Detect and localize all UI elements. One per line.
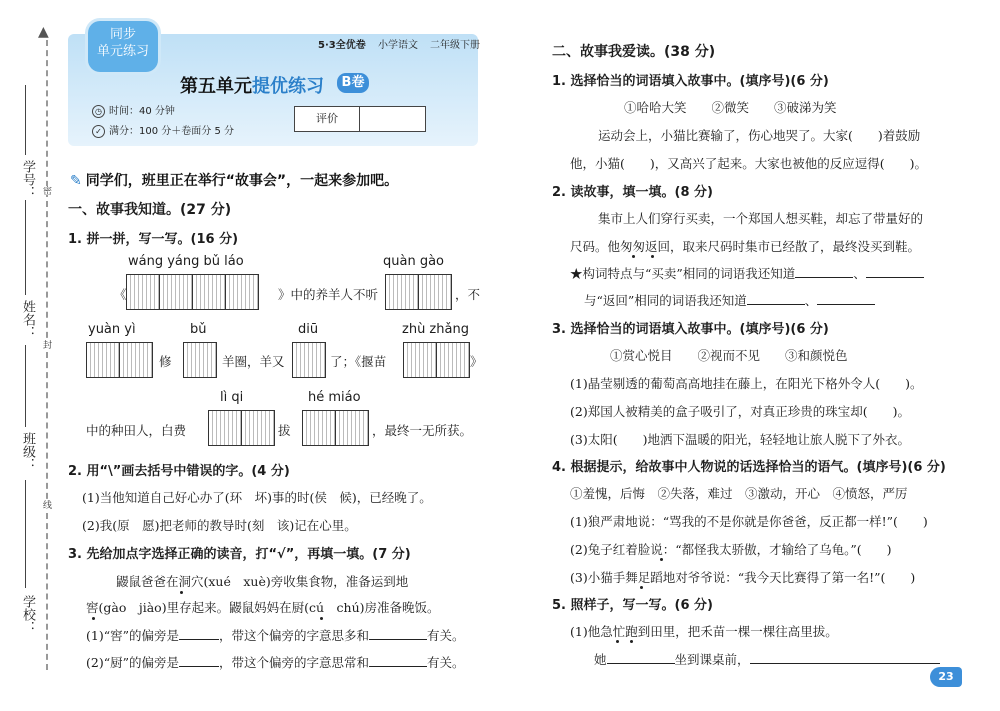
s2-q4-line1: (1)狼严肃地说：“骂我的不是你就是你爸爸，反正都一样!”( ): [570, 514, 928, 529]
emphasis-dot: [630, 640, 633, 643]
s2-q2-line3-a: ★构词特点与“买卖”相同的词语我还知道: [570, 266, 796, 281]
s2-q3-options: ①赏心悦目 ②视而不见 ③和颜悦色: [610, 348, 848, 363]
q2-line1: (1)当他知道自己好心办了(环 坏)事的时(侯 候)，已经晚了。: [82, 490, 432, 505]
q3-line2: 窖(gào jiào)里存起来。鼹鼠妈妈在厨(cú chú)房准备晚饭。: [86, 600, 440, 615]
subject-label: 小学语文: [378, 40, 418, 51]
time-text: 时间：40 分钟: [109, 106, 175, 117]
q1-line1-end: ，不: [455, 287, 481, 302]
s2-q1-options: ①哈哈大笑 ②微笑 ③破涕为笑: [624, 100, 837, 115]
score-text: 满分：100 分＋卷面分 5 分: [109, 126, 234, 137]
title-practice: 提优练习: [252, 76, 324, 97]
answer-grid-2d[interactable]: [208, 410, 275, 446]
clock-icon: ◷: [92, 105, 105, 118]
emphasis-dot: [616, 640, 619, 643]
pinyin-liqi: lì qi: [220, 390, 244, 405]
q1-line1-open: 《: [114, 287, 127, 302]
pen-icon: ✎: [70, 173, 82, 189]
s2-q3-line2: (2)郑国人被精美的盒子吸引了，对真正珍贵的珠宝却( )。: [570, 404, 910, 419]
q1-line2-text2: 了；《揠苗: [330, 354, 387, 369]
binding-blank-school: [25, 480, 26, 588]
q1-line3-text: 中的种田人，白费: [86, 423, 187, 438]
q3-line4-b: ，带这个偏旁的字意思常和: [219, 655, 370, 670]
q1-line2-text: 羊圈，羊又: [222, 354, 285, 369]
s2-q1-line2: 他，小猫( )，又高兴了起来。大家也被他的反应逗得( )。: [570, 156, 928, 171]
answer-blank[interactable]: [866, 265, 924, 279]
binding-label-class: 班级：: [20, 432, 35, 471]
answer-blank[interactable]: [369, 627, 427, 641]
s2-q5-line2-a: 她: [594, 652, 607, 667]
q1-title: 1. 拼一拼，写一写。(16 分): [68, 232, 239, 247]
s2-q2-line4-b: 、: [804, 293, 818, 308]
q3-line3: [86, 626, 465, 644]
s2-q2-line4-a: 与“返回”相同的词语我还知道: [584, 293, 747, 308]
evaluation-label: 评价: [295, 107, 360, 131]
badge-line-1: 同步: [109, 27, 136, 42]
binding-label-name: 姓名：: [20, 300, 35, 339]
section-2-title: 二、故事我爱读。(38 分): [552, 44, 716, 60]
rocket-icon: ▲: [38, 24, 49, 40]
s2-q2-line3-b: 、: [853, 266, 866, 281]
s2-q5-title: 5. 照样子，写一写。(6 分): [552, 598, 713, 613]
volume-badge: B卷: [337, 73, 369, 93]
pinyin-yuanyi: yuàn yì: [88, 322, 136, 337]
emphasis-dot: [632, 255, 635, 258]
answer-blank[interactable]: [750, 651, 940, 665]
q1-line1-text: 》中的养羊人不听: [278, 287, 379, 302]
badge-line-2: 单元练习: [96, 44, 149, 59]
answer-blank[interactable]: [747, 292, 805, 306]
s2-q2-line3: [570, 264, 924, 282]
score-info: [92, 122, 234, 138]
answer-grid-2a[interactable]: [385, 274, 452, 310]
evaluation-box[interactable]: [294, 106, 426, 132]
s2-q3-line1: (1)晶莹剔透的葡萄高高地挂在藤上，在阳光下格外令人( )。: [570, 376, 923, 391]
pinyin-wangyangbulao: wáng yáng bǔ láo: [128, 254, 244, 269]
page-number: 23: [930, 667, 962, 687]
section-1-title: 一、故事我知道。(27 分): [68, 202, 232, 218]
q2-title: 2. 用“\”画去括号中错误的字。(4 分): [68, 464, 290, 479]
binding-label-school: 学校：: [20, 595, 35, 634]
binding-blank-name: [25, 200, 26, 295]
q3-line3-b: ，带这个偏旁的字意思多和: [219, 628, 370, 643]
q3-line4: [86, 653, 465, 671]
s2-q2-line2: 尺码。他匆匆返回，取来尺码时集市已经散了，最终没买到鞋。: [570, 239, 921, 254]
answer-grid-1b[interactable]: [292, 342, 326, 378]
page-title: [180, 72, 324, 98]
s2-q4-line2: (2)兔子红着脸说：“都怪我太骄傲，才输给了乌龟。”( ): [570, 542, 892, 557]
emphasis-dot: [180, 591, 183, 594]
answer-blank[interactable]: [817, 292, 875, 306]
binding-mark-seal: 密: [41, 186, 51, 195]
answer-blank[interactable]: [607, 651, 675, 665]
s2-q3-title: 3. 选择恰当的词语填入故事中。(填序号)(6 分): [552, 322, 829, 337]
q3-line4-a: (2)“厨”的偏旁是: [86, 655, 179, 670]
q1-line2-xiu: 修: [159, 354, 172, 369]
answer-blank[interactable]: [369, 654, 427, 668]
pinyin-hemiao: hé miáo: [308, 390, 361, 405]
s2-q2-title: 2. 读故事，填一填。(8 分): [552, 185, 713, 200]
answer-blank[interactable]: [795, 265, 853, 279]
emphasis-dot: [640, 586, 643, 589]
answer-grid-2e[interactable]: [302, 410, 369, 446]
emphasis-dot: [92, 617, 95, 620]
binding-strip: [0, 0, 55, 711]
q1-line3-ba: 拔: [278, 423, 291, 438]
s2-q5-line2: [594, 650, 940, 668]
q1-line3-end: ，最终一无所获。: [372, 423, 473, 438]
series-name: 5·3全优卷: [318, 40, 366, 51]
q3-line4-c: 有关。: [427, 655, 465, 670]
pinyin-zhuzhang: zhù zhǎng: [402, 322, 469, 337]
answer-blank[interactable]: [179, 654, 219, 668]
q3-title: 3. 先给加点字选择正确的读音，打“√”，再填一填。(7 分): [68, 547, 411, 562]
s2-q2-line4: [584, 291, 875, 309]
binding-dashed-line: [46, 40, 48, 670]
binding-blank-student-id: [25, 85, 26, 155]
q1-line2-close: 》: [470, 354, 483, 369]
check-icon: ✓: [92, 125, 105, 138]
emphasis-dot: [651, 255, 654, 258]
s2-q4-line3: (3)小猫手舞足蹈地对爷爷说：“我今天比赛得了第一名!”( ): [570, 570, 916, 585]
intro-text: 同学们，班里正在举行“故事会”，一起来参加吧。: [85, 173, 399, 189]
emphasis-dot: [660, 558, 663, 561]
s2-q5-line2-b: 坐到课桌前，: [674, 652, 750, 667]
s2-q4-title: 4. 根据提示，给故事中人物说的话选择恰当的语气。(填序号)(6 分): [552, 460, 946, 475]
binding-label-student-id: 学号：: [20, 160, 35, 199]
q3-line3-a: (1)“窖”的偏旁是: [86, 628, 179, 643]
s2-q3-line3: (3)太阳( )地洒下温暖的阳光，轻轻地让旅人脱下了外衣。: [570, 432, 910, 447]
q3-line3-c: 有关。: [427, 628, 465, 643]
s2-q1-title: 1. 选择恰当的词语填入故事中。(填序号)(6 分): [552, 74, 829, 89]
s2-q2-line1: 集市上人们穿行买卖，一个郑国人想买鞋，却忘了带量好的: [598, 211, 924, 226]
answer-grid-2b[interactable]: [86, 342, 153, 378]
answer-grid-2c[interactable]: [403, 342, 470, 378]
q3-line1: 鼹鼠爸爸在洞穴(xué xuè)旁收集食物，准备运到地: [116, 574, 409, 589]
pinyin-quangao: quàn gào: [383, 254, 445, 269]
intro-line: [70, 170, 398, 190]
pinyin-bu: bǔ: [190, 322, 207, 337]
q2-line2: (2)我(原 愿)把老师的教导时(刻 该)记在心里。: [82, 518, 357, 533]
binding-mark-feng: 封: [41, 340, 51, 349]
answer-grid-4[interactable]: [126, 274, 259, 310]
answer-blank[interactable]: [179, 627, 219, 641]
series-badge: [88, 21, 158, 72]
answer-grid-1a[interactable]: [183, 342, 217, 378]
binding-mark-line: 线: [41, 500, 51, 509]
s2-q4-options: ①羞愧，后悔 ②失落，难过 ③激动，开心 ④愤怒，严厉: [570, 486, 908, 501]
time-info: [92, 102, 175, 118]
s2-q5-line1: (1)他急忙跑到田里，把禾苗一棵一棵往高里拔。: [570, 624, 838, 639]
title-unit: 第五单元: [180, 76, 252, 97]
grade-label: 二年级下册: [430, 40, 480, 51]
pinyin-diu: diū: [298, 322, 319, 337]
s2-q1-line1: 运动会上，小猫比赛输了，伤心地哭了。大家( )着鼓励: [598, 128, 921, 143]
emphasis-dot: [320, 617, 323, 620]
binding-blank-class: [25, 345, 26, 427]
